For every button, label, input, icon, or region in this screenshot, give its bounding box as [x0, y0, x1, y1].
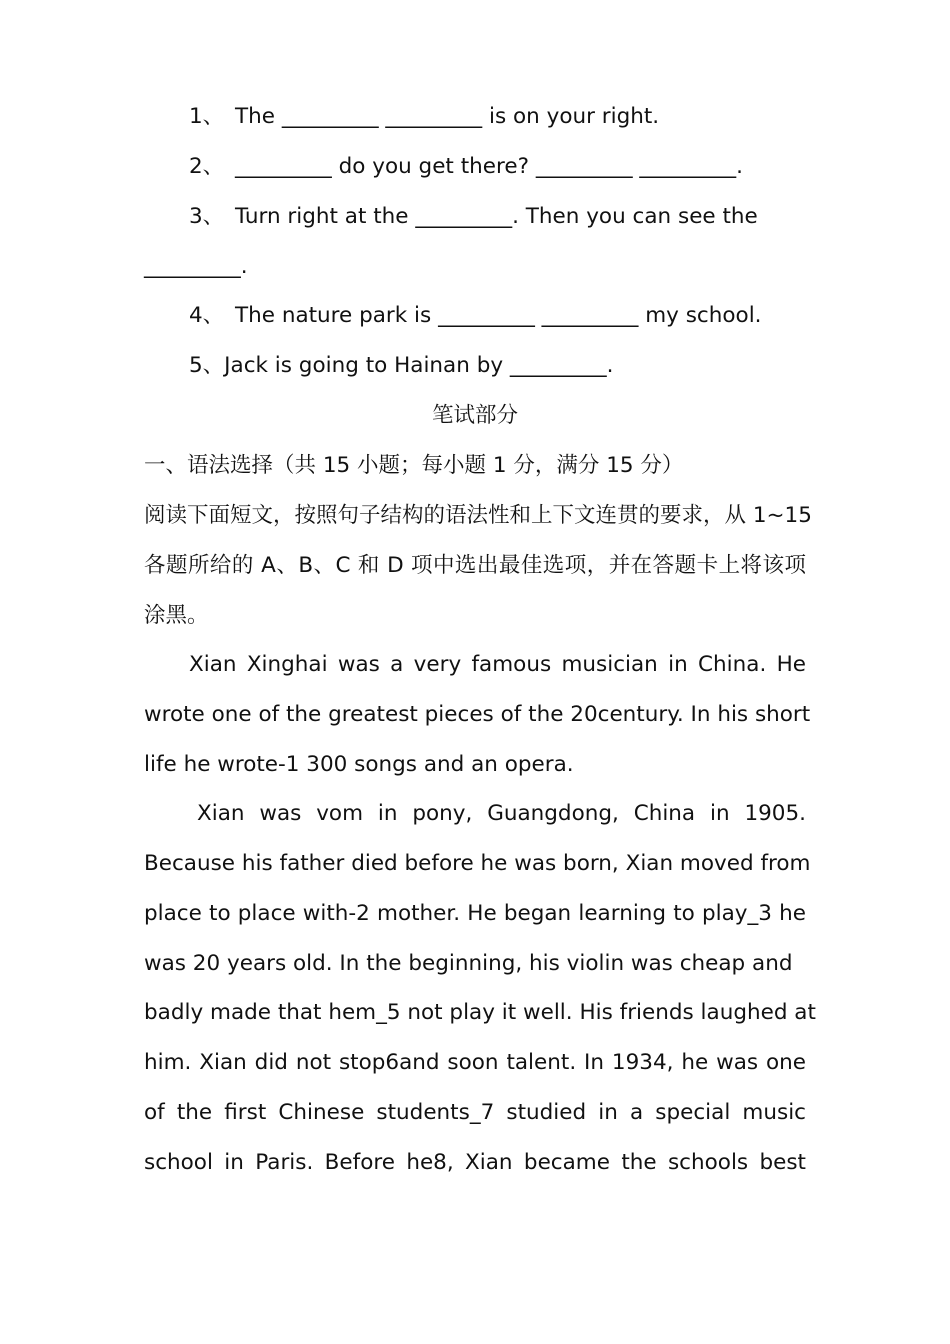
instruction-line: 各题所给的 A、B、C 和 D 项中选出最佳选项，并在答题卡上将该项: [144, 553, 806, 578]
section-title: 笔试部分: [431, 403, 518, 428]
passage-line: Xian Xinghai was a very famous musician in China. He: [189, 652, 806, 677]
question-5: 5、Jack is going to Hainan by _________.: [189, 353, 614, 378]
question-text: _________ do you get there? _________ _________.: [235, 154, 743, 179]
question-text: The nature park is _________ _________ my school.: [235, 303, 762, 328]
question-text: The _________ _________ is on your right.: [235, 104, 660, 129]
question-number: 2、: [189, 154, 225, 179]
question-number: 1、: [189, 104, 225, 129]
passage-line: was 20 years old. In the beginning, his violin was cheap and: [144, 951, 793, 976]
passage-line: him. Xian did not stop6and soon talent. In 1934, he was one: [144, 1050, 806, 1075]
passage-line: Because his father died before he was born, Xian moved from: [144, 851, 811, 876]
part1-heading: 一、语法选择（共 15 小题；每小题 1 分，满分 15 分）: [144, 453, 684, 478]
question-number: 4、: [189, 303, 225, 328]
passage-line: Xian was vom in pony, Guangdong, China in 1905.: [197, 801, 806, 826]
question-2: [189, 151, 806, 183]
question-4: [189, 300, 806, 332]
passage-line: place to place with-2 mother. He began learning to play_3 he: [144, 901, 806, 926]
passage-line: wrote one of the greatest pieces of the 20century. In his short: [144, 702, 811, 727]
passage-line: life he wrote-1 300 songs and an opera.: [144, 752, 574, 777]
question-3-continuation: _________.: [144, 254, 248, 279]
question-number: 3、: [189, 204, 225, 229]
passage-line: badly made that hem_5 not play it well. His friends laughed at: [144, 1000, 816, 1025]
question-text: Turn right at the _________. Then you can see the: [235, 204, 758, 229]
question-1: [189, 101, 806, 133]
passage-line: of the first Chinese students_7 studied in a special music: [144, 1100, 806, 1125]
question-3: [189, 201, 806, 233]
instruction-line: 涂黑。: [144, 603, 209, 628]
passage-line: school in Paris. Before he8, Xian became the schools best: [144, 1150, 806, 1175]
instruction-line: 阅读下面短文，按照句子结构的语法性和上下文连贯的要求，从 1~15: [144, 503, 812, 528]
